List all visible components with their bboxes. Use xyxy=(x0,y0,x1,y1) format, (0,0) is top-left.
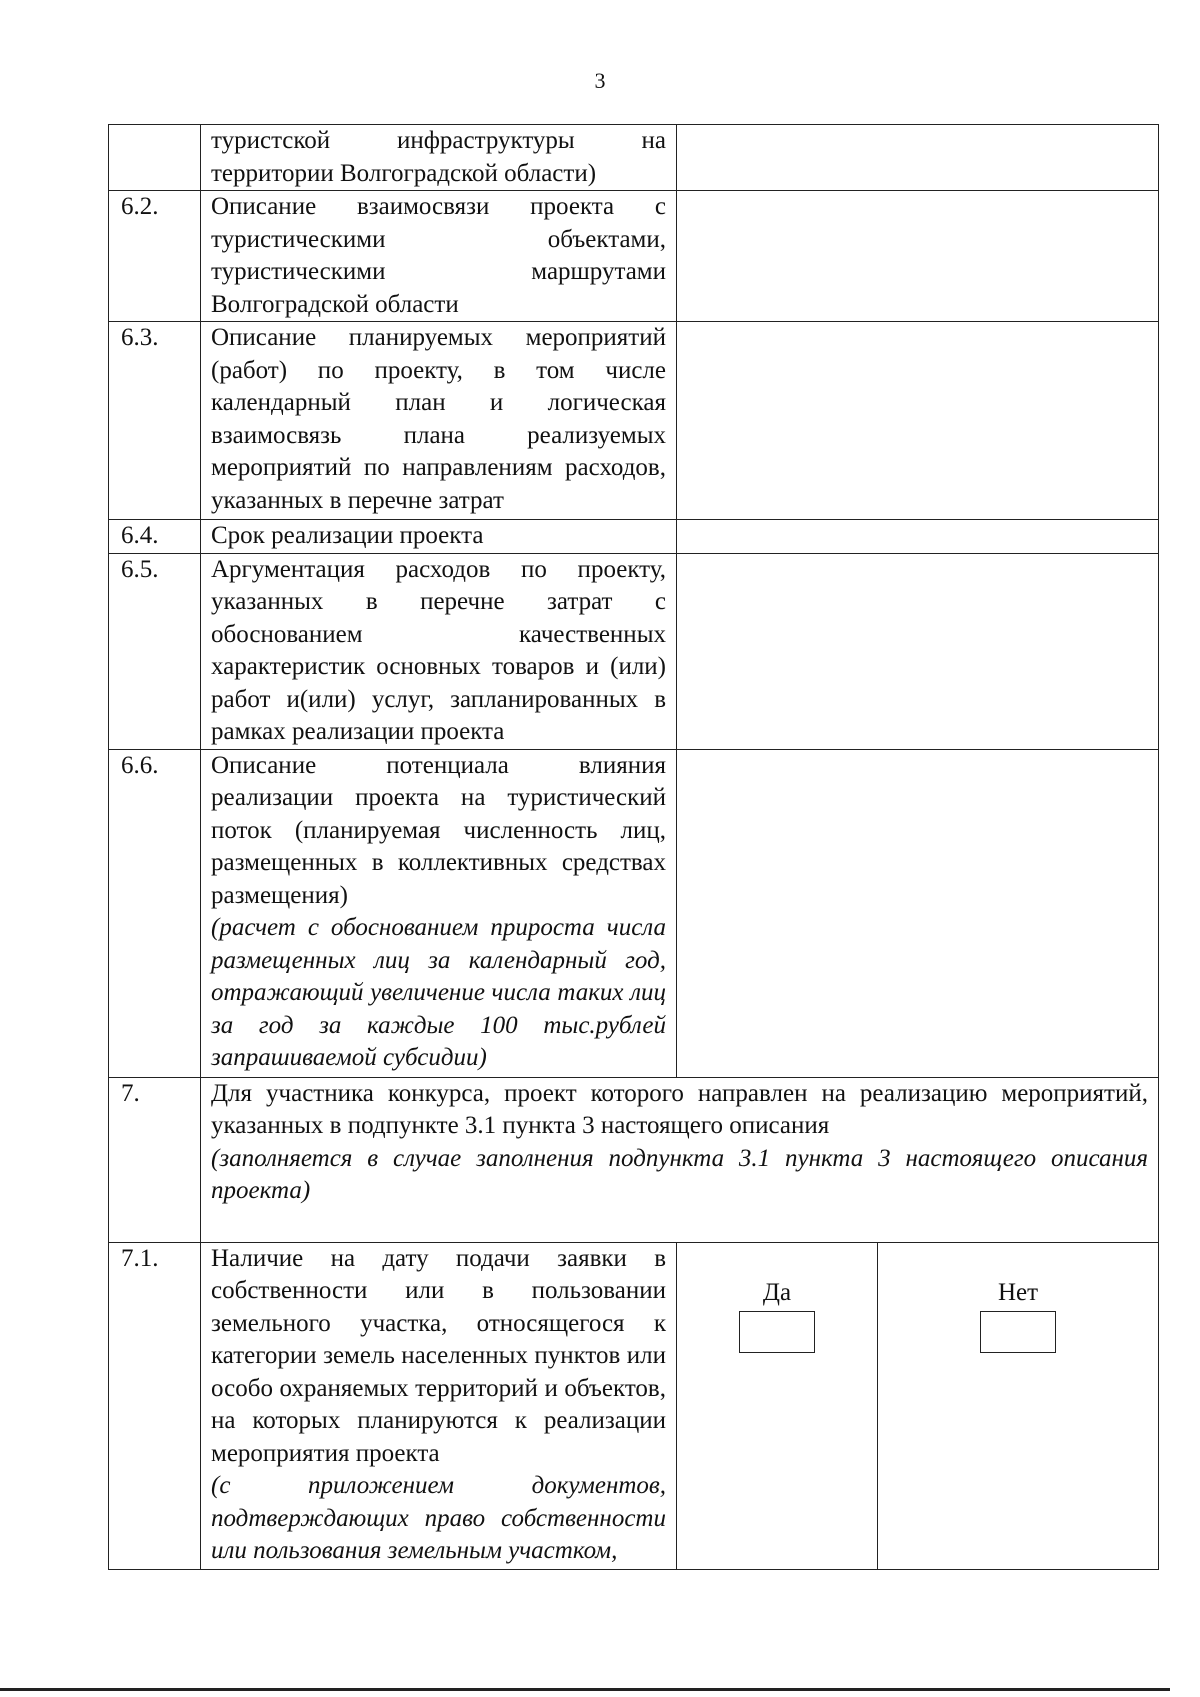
application-form-table xyxy=(108,124,1159,1570)
row-number: 6.2. xyxy=(109,191,201,322)
section-heading-text: Для участника конкурса, проект которого направлен на реализацию мероприятий, указанных в подпункте 3.1 пункта 3 настоящего описания xyxy=(211,1079,1148,1139)
section-heading xyxy=(201,1077,1159,1242)
table-row xyxy=(109,520,1159,554)
no-label: Нет xyxy=(997,1278,1039,1306)
table-row xyxy=(109,553,1159,749)
section-number: 7. xyxy=(109,1077,201,1242)
row-description: Аргументация расходов по проекту, указанных в перечне затрат с обоснованием качественных характеристик основных товаров и (или) работ и(или) услуг, запланированных в рамках реализации проекта xyxy=(201,553,677,749)
row-description xyxy=(201,749,677,1077)
row-description: Описание взаимосвязи проекта с туристическими объектами, туристическими маршрутами Волгоградской области xyxy=(201,191,677,322)
table-row xyxy=(109,125,1159,191)
answer-cell[interactable] xyxy=(677,749,1159,1077)
row-description: туристской инфраструктуры на территории Волгоградской области) xyxy=(201,125,677,191)
row-description: Описание планируемых мероприятий (работ) по проекту, в том числе календарный план и логическая взаимосвязь плана реализуемых мероприятий по направлениям расходов, указанных в перечне затрат xyxy=(201,322,677,520)
row-description-note: (с приложением документов, подтверждающих право собственности или пользования земельным участком, xyxy=(211,1472,666,1564)
row-description xyxy=(201,1242,677,1569)
table-row xyxy=(109,322,1159,520)
yes-label: Да xyxy=(762,1278,792,1306)
answer-cell[interactable] xyxy=(677,520,1159,554)
row-number: 6.3. xyxy=(109,322,201,520)
table-row xyxy=(109,749,1159,1077)
yes-checkbox[interactable] xyxy=(739,1311,815,1353)
row-description-text: Описание потенциала влияния реализации проекта на туристический поток (планируемая численность лиц, размещенных в коллективных средствах размещения) xyxy=(211,751,666,909)
page-number: 3 xyxy=(594,68,606,93)
section-heading-note: (заполняется в случае заполнения подпункта 3.1 пункта 3 настоящего описания проекта) xyxy=(211,1144,1148,1204)
row-description-text: Наличие на дату подачи заявки в собственности или в пользовании земельного участка, относящегося к категории земель населенных пунктов или особо охраняемых территорий и объектов, на которых планируются к реализации мероприятия проекта xyxy=(211,1244,666,1467)
row-number: 6.5. xyxy=(109,553,201,749)
row-description: Срок реализации проекта xyxy=(201,520,677,554)
no-checkbox[interactable] xyxy=(980,1311,1056,1353)
answer-cell[interactable] xyxy=(677,191,1159,322)
table-row xyxy=(109,1242,1159,1569)
page-bottom-rule xyxy=(0,1688,1170,1691)
row-number: 6.4. xyxy=(109,520,201,554)
row-number: 7.1. xyxy=(109,1242,201,1569)
answer-cell[interactable] xyxy=(677,553,1159,749)
row-number: 6.6. xyxy=(109,749,201,1077)
table-row xyxy=(109,191,1159,322)
answer-cell[interactable] xyxy=(677,322,1159,520)
row-description-note: (расчет с обоснованием прироста числа размещенных лиц за календарный год, отражающий увеличение числа таких лиц за год за каждые 100 тыс.рублей запрашиваемой субсидии) xyxy=(211,914,666,1071)
yes-option-cell xyxy=(677,1242,878,1569)
no-option-cell xyxy=(878,1242,1159,1569)
answer-cell[interactable] xyxy=(677,125,1159,191)
table-row xyxy=(109,1077,1159,1242)
row-number xyxy=(109,125,201,191)
